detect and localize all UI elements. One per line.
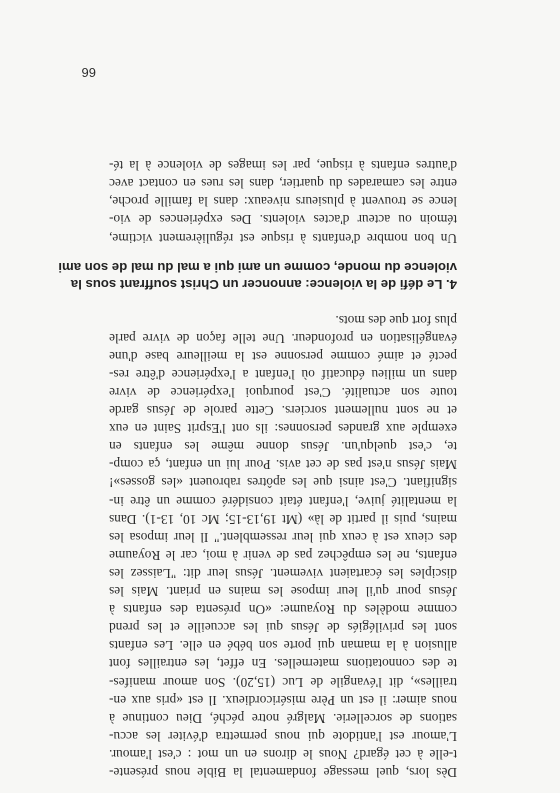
text-column <box>58 156 457 781</box>
text-line: pecté et aimé comme personne est la meilleure base d'une <box>109 348 457 364</box>
text-line: trailles», dit l'évangile de Luc (15,20). Son amour manifes- <box>109 674 457 690</box>
heading-line: violence du monde, comme un ami qui a mal du mal de son ami <box>58 259 457 275</box>
text-line: comme modèles du Royaume: «On présenta des enfants à <box>109 602 457 618</box>
text-line: signifiant. C'est ainsi que les apôtres rabrouent «les gosses»! <box>109 475 457 491</box>
text-line: la mentalité juive, l'enfant était considéré comme un être in- <box>109 493 457 509</box>
paragraph-sorcery-love <box>109 311 457 781</box>
text-line: te des connotations maternelles. En effet, les entrailles font <box>109 656 457 672</box>
text-line: Dès lors, quel message fondamental la Bible nous présente- <box>109 765 457 780</box>
text-line: Mais Jésus n'est pas de cet avis. Pour lui un enfant, ça comp- <box>109 457 457 473</box>
paragraph-gap <box>109 293 457 311</box>
text-line: exemple aux grandes personnes: ils ont l'Esprit Saint en eux <box>109 421 457 437</box>
heading-gap <box>109 247 457 259</box>
text-line: des cieux est à ceux qui leur ressemblent." Il leur imposa les <box>109 529 457 545</box>
text-line: t-elle à cet égard? Nous le dirons en un mot : c'est l'amour. <box>109 746 457 762</box>
text-line: et ne sont nullement sorciers. Cette parole de Jésus garde <box>109 403 457 419</box>
paragraph-violence <box>109 156 457 246</box>
text-line: nous aimer: il est un Père miséricordieux. Il est «pris aux en- <box>109 692 457 708</box>
text-line: Un bon nombre d'enfants à risque est régulièrement victime, <box>109 230 457 246</box>
text-line: témoin ou acteur d'actes violents. Des expériences de vio- <box>109 212 457 228</box>
page-number: 66 <box>81 65 96 80</box>
text-line: L'amour est l'antidote qui nous permettra d'éviter les accu- <box>109 728 457 744</box>
heading-line: 4. Le défi de la violence: annoncer un Christ souffrant sous la <box>70 276 457 292</box>
text-line: évangélisation en profondeur. Une telle façon de vivre parle <box>109 330 457 346</box>
text-line: entre les camarades du quartier, dans les rues en contact avec <box>109 176 457 192</box>
text-line: d'autres enfants à risque, par les images de violence à la té- <box>109 158 457 174</box>
text-line: te, c'est quelqu'un. Jésus donne même les enfants en <box>109 439 457 455</box>
text-line: mains, puis il partit de là» (Mt 19,13-15; Mc 10, 13-1). Dans <box>109 511 457 527</box>
text-line: lence se trouvent à plusieurs niveaux: dans la famille proche, <box>109 194 457 210</box>
text-line: dans un milieu éducatif où l'enfant a l'expérience d'être res- <box>109 366 457 382</box>
section-heading <box>58 259 457 293</box>
text-line: disciples les écartaient vivement. Jésus leur dit: "Laissez les <box>109 565 457 581</box>
text-line: sont les privilégiés de Jésus qui les accueille et les prend <box>109 620 457 636</box>
text-line: sations de sorcellerie. Malgré notre péché, Dieu continue à <box>109 710 457 726</box>
text-line: enfants, ne les empêchez pas de venir à moi, car le Royaume <box>109 547 457 563</box>
text-line: Jésus pour qu'il leur impose les mains en priant. Mais les <box>109 584 457 600</box>
text-line: toute son actualité. C'est pourquoi l'expérience de vivre <box>109 385 457 401</box>
text-line: plus fort que des mots. <box>335 312 457 328</box>
text-line: allusion à la maman qui porte son bébé en elle. Les enfants <box>109 638 457 654</box>
